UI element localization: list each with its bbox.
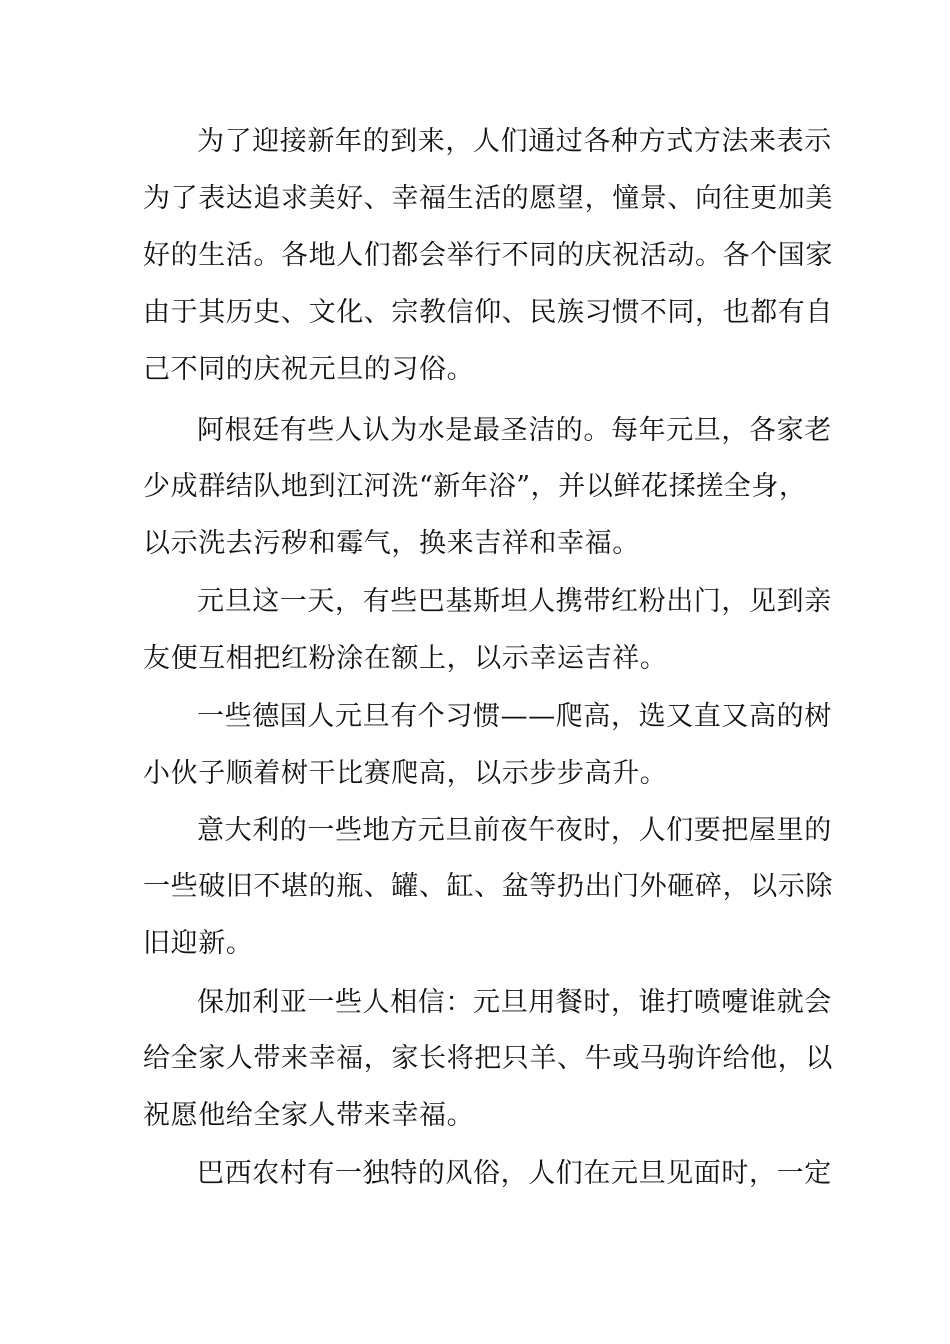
- paragraph-3-line-2: 友便互相把红粉涂在额上，以示幸运吉祥。: [143, 643, 668, 674]
- paragraph-2-line-1: 阿根廷有些人认为水是最圣洁的。每年元旦，各家老: [197, 415, 832, 446]
- paragraph-2-line-2: 少成群结队地到江河洗“新年浴”，并以鲜花揉搓全身，: [143, 471, 807, 502]
- paragraph-1-line-4: 由于其历史、文化、宗教信仰、民族习惯不同，也都有自: [143, 297, 833, 328]
- paragraph-6-line-3: 祝愿他给全家人带来幸福。: [143, 1100, 475, 1131]
- paragraph-6-line-1: 保加利亚一些人相信：元旦用餐时，谁打喷嚏谁就会: [197, 987, 832, 1018]
- paragraph-4-line-1: 一些德国人元旦有个习惯——爬高，选又直又高的树: [197, 701, 832, 732]
- paragraph-5-line-1: 意大利的一些地方元旦前夜午夜时，人们要把屋里的: [197, 815, 832, 846]
- paragraph-4-line-2: 小伙子顺着树干比赛爬高，以示步步高升。: [143, 758, 668, 789]
- paragraph-3-line-1: 元旦这一天，有些巴基斯坦人携带红粉出门，见到亲: [197, 586, 832, 617]
- paragraph-1-line-3: 好的生活。各地人们都会举行不同的庆祝活动。各个国家: [143, 240, 833, 271]
- paragraph-1-line-1: 为了迎接新年的到来，人们通过各种方式方法来表示: [197, 126, 832, 157]
- paragraph-7-line-1: 巴西农村有一独特的风俗，人们在元旦见面时，一定: [197, 1158, 832, 1189]
- paragraph-6-line-2: 给全家人带来幸福，家长将把只羊、牛或马驹许给他，以: [143, 1043, 833, 1074]
- paragraph-5-line-3: 旧迎新。: [143, 928, 254, 959]
- paragraph-5-line-2: 一些破旧不堪的瓶、罐、缸、盆等扔出门外砸碎，以示除: [143, 871, 833, 902]
- paragraph-1-line-2: 为了表达追求美好、幸福生活的愿望，憧景、向往更加美: [143, 183, 833, 214]
- paragraph-1-line-5: 己不同的庆祝元旦的习俗。: [143, 354, 475, 385]
- paragraph-2-line-3: 以示洗去污秽和霉气，换来吉祥和幸福。: [143, 528, 640, 559]
